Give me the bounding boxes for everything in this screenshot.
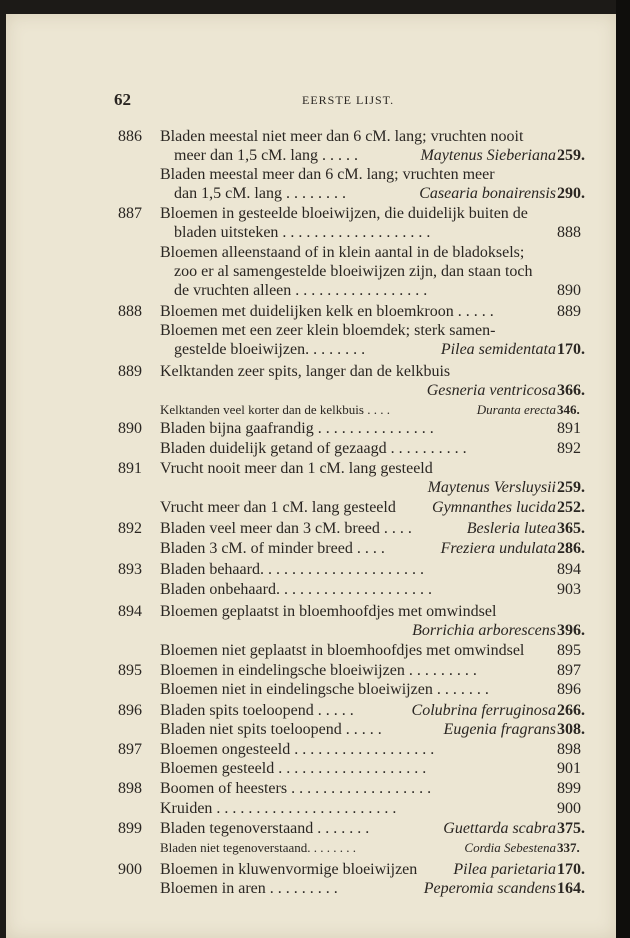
key-line — [0, 166, 630, 186]
reference-number: 899 — [557, 780, 581, 797]
key-text: Bloemen met een zeer klein bloemdek; sterk samen- — [160, 322, 496, 339]
species-name: Borrichia arborescens — [412, 622, 556, 639]
reference-number: 308. — [557, 721, 585, 738]
reference-number: 259. — [557, 147, 585, 164]
reference-number: 164. — [557, 880, 585, 897]
key-line — [0, 479, 630, 499]
reference-number: 890 — [557, 282, 581, 299]
key-line — [0, 224, 630, 244]
reference-number: 366. — [557, 382, 585, 399]
species-name: Eugenia fragrans — [443, 721, 556, 738]
reference-number: 903 — [557, 581, 581, 598]
running-title: EERSTE LIJST. — [302, 93, 395, 107]
species-name: Gymnanthes lucida — [432, 499, 556, 516]
key-line — [0, 581, 630, 601]
key-text: Vrucht nooit meer dan 1 cM. lang gesteeld — [160, 460, 433, 477]
species-name: Pilea parietaria — [453, 861, 556, 878]
key-text: Bloemen in eindelingsche bloeiwijzen . . . . . . . . . — [160, 662, 477, 679]
key-text: Kelktanden zeer spits, langer dan de kelkbuis — [160, 363, 451, 380]
key-line — [0, 499, 630, 519]
key-text: Bladen meestal niet meer dan 6 cM. lang; vruchten nooit — [160, 128, 524, 145]
key-text: Bladen bijna gaafrandig . . . . . . . . . . . . . . . — [160, 420, 434, 437]
key-line — [0, 185, 630, 205]
reference-number: 259. — [557, 479, 585, 496]
key-line — [0, 681, 630, 701]
key-text: Bloemen geplaatst in bloemhoofdjes met omwindsel — [160, 603, 497, 620]
species-name: Besleria lutea — [466, 520, 556, 537]
key-text: Bladen spits toeloopend . . . . . — [160, 702, 354, 719]
reference-number: 170. — [557, 341, 585, 358]
reference-number: 892 — [557, 440, 581, 457]
key-line — [0, 244, 630, 264]
couplet-number: 897 — [118, 741, 142, 758]
species-name: Guettarda scabra — [443, 820, 556, 837]
couplet-number: 888 — [118, 303, 142, 320]
key-line — [0, 861, 630, 881]
species-name: Pilea semidentata — [440, 341, 556, 358]
key-line — [0, 402, 630, 422]
reference-number: 396. — [557, 622, 585, 639]
reference-number: 895 — [557, 642, 581, 659]
couplet-number: 896 — [118, 702, 142, 719]
key-text: Bloemen niet geplaatst in bloemhoofdjes met omwindsel — [160, 642, 525, 659]
species-name: Peperomia scandens — [423, 880, 556, 897]
key-line — [0, 341, 630, 361]
couplet-number: 900 — [118, 861, 142, 878]
key-text: Boomen of heesters . . . . . . . . . . . . . . . . . . — [160, 780, 432, 797]
reference-number: 889 — [557, 303, 581, 320]
species-name: Maytenus Versluysii — [427, 479, 556, 496]
key-line — [0, 420, 630, 440]
couplet-number: 887 — [118, 205, 142, 222]
key-line — [0, 440, 630, 460]
key-line — [0, 702, 630, 722]
reference-number: 365. — [557, 520, 585, 537]
key-line — [0, 303, 630, 323]
reference-number: 290. — [557, 185, 585, 202]
key-text: Vrucht meer dan 1 cM. lang gesteeld — [160, 499, 396, 516]
species-name: Freziera undulata — [440, 540, 556, 557]
species-name: Duranta erecta — [476, 402, 556, 417]
key-line — [0, 561, 630, 581]
reference-number: 888 — [557, 224, 581, 241]
couplet-number: 886 — [118, 128, 142, 145]
key-text: Bladen meestal meer dan 6 cM. lang; vruchten meer — [160, 166, 495, 183]
key-line — [0, 662, 630, 682]
key-text: Kelktanden veel korter dan de kelkbuis . . . . — [160, 402, 390, 417]
reference-number: 337. — [557, 840, 580, 855]
key-line — [0, 322, 630, 342]
key-line — [0, 128, 630, 148]
key-line — [0, 147, 630, 167]
key-text: Bloemen in gesteelde bloeiwijzen, die duidelijk buiten de — [160, 205, 528, 222]
key-text: Bladen behaard. . . . . . . . . . . . . . . . . . . . . — [160, 561, 424, 578]
key-text: Bladen onbehaard. . . . . . . . . . . . . . . . . . . . — [160, 581, 432, 598]
page-number: 62 — [114, 90, 131, 109]
key-line — [0, 760, 630, 780]
species-name: Maytenus Sieberiana — [420, 147, 556, 164]
key-text: Kruiden . . . . . . . . . . . . . . . . . . . . . . . — [160, 800, 397, 817]
species-name: Cordia Sebestena — [464, 840, 556, 855]
key-text: Bloemen alleenstaand of in klein aantal in de bladoksels; — [160, 244, 525, 261]
key-text: de vruchten alleen . . . . . . . . . . . . . . . . . — [174, 282, 428, 299]
reference-number: 894 — [557, 561, 581, 578]
couplet-number: 892 — [118, 520, 142, 537]
key-text: Bloemen niet in eindelingsche bloeiwijzen . . . . . . . — [160, 681, 489, 698]
key-line — [0, 263, 630, 283]
reference-number: 346. — [557, 402, 580, 417]
key-text: Bladen tegenoverstaand . . . . . . . — [160, 820, 370, 837]
key-text: bladen uitsteken . . . . . . . . . . . . . . . . . . . — [174, 224, 431, 241]
key-text: Bloemen in aren . . . . . . . . . — [160, 880, 338, 897]
key-text: Bladen niet spits toeloopend . . . . . — [160, 721, 382, 738]
reference-number: 170. — [557, 861, 585, 878]
couplet-number: 899 — [118, 820, 142, 837]
couplet-number: 891 — [118, 460, 142, 477]
key-line — [0, 642, 630, 662]
key-text: zoo er al samengestelde bloeiwijzen zijn, dan staan toch — [174, 263, 533, 280]
reference-number: 286. — [557, 540, 585, 557]
key-text: gestelde bloeiwijzen. . . . . . . . — [174, 341, 366, 358]
reference-number: 897 — [557, 662, 581, 679]
key-text: Bladen duidelijk getand of gezaagd . . . . . . . . . . — [160, 440, 467, 457]
species-name: Casearia bonairensis — [419, 185, 556, 202]
reference-number: 898 — [557, 741, 581, 758]
couplet-number: 890 — [118, 420, 142, 437]
reference-number: 900 — [557, 800, 581, 817]
key-line — [0, 721, 630, 741]
key-line — [0, 382, 630, 402]
key-line — [0, 520, 630, 540]
couplet-number: 893 — [118, 561, 142, 578]
key-text: Bladen veel meer dan 3 cM. breed . . . . — [160, 520, 412, 537]
species-name: Gesneria ventricosa — [426, 382, 556, 399]
couplet-number: 895 — [118, 662, 142, 679]
reference-number: 375. — [557, 820, 585, 837]
key-line — [0, 540, 630, 560]
key-line — [0, 363, 630, 383]
couplet-number: 889 — [118, 363, 142, 380]
reference-number: 901 — [557, 760, 581, 777]
key-text: Bloemen ongesteeld . . . . . . . . . . . . . . . . . . — [160, 741, 435, 758]
key-text: Bloemen met duidelijken kelk en bloemkroon . . . . . — [160, 303, 494, 320]
key-text: Bloemen gesteeld . . . . . . . . . . . . . . . . . . . — [160, 760, 427, 777]
key-line — [0, 622, 630, 642]
key-text: meer dan 1,5 cM. lang . . . . . — [174, 147, 358, 164]
reference-number: 896 — [557, 681, 581, 698]
key-text: Bladen 3 cM. of minder breed . . . . — [160, 540, 385, 557]
key-line — [0, 205, 630, 225]
key-line — [0, 603, 630, 623]
reference-number: 266. — [557, 702, 585, 719]
key-line — [0, 820, 630, 840]
key-text: Bloemen in kluwenvormige bloeiwijzen — [160, 861, 418, 878]
couplet-number: 898 — [118, 780, 142, 797]
key-line — [0, 800, 630, 820]
key-line — [0, 840, 630, 860]
key-text: Bladen niet tegenoverstaand. . . . . . . . — [160, 840, 357, 855]
key-text: dan 1,5 cM. lang . . . . . . . . — [174, 185, 346, 202]
couplet-number: 894 — [118, 603, 142, 620]
reference-number: 891 — [557, 420, 581, 437]
key-line — [0, 460, 630, 480]
species-name: Colubrina ferruginosa — [411, 702, 556, 719]
reference-number: 252. — [557, 499, 585, 516]
key-line — [0, 282, 630, 302]
key-line — [0, 780, 630, 800]
key-line — [0, 880, 630, 900]
key-line — [0, 741, 630, 761]
